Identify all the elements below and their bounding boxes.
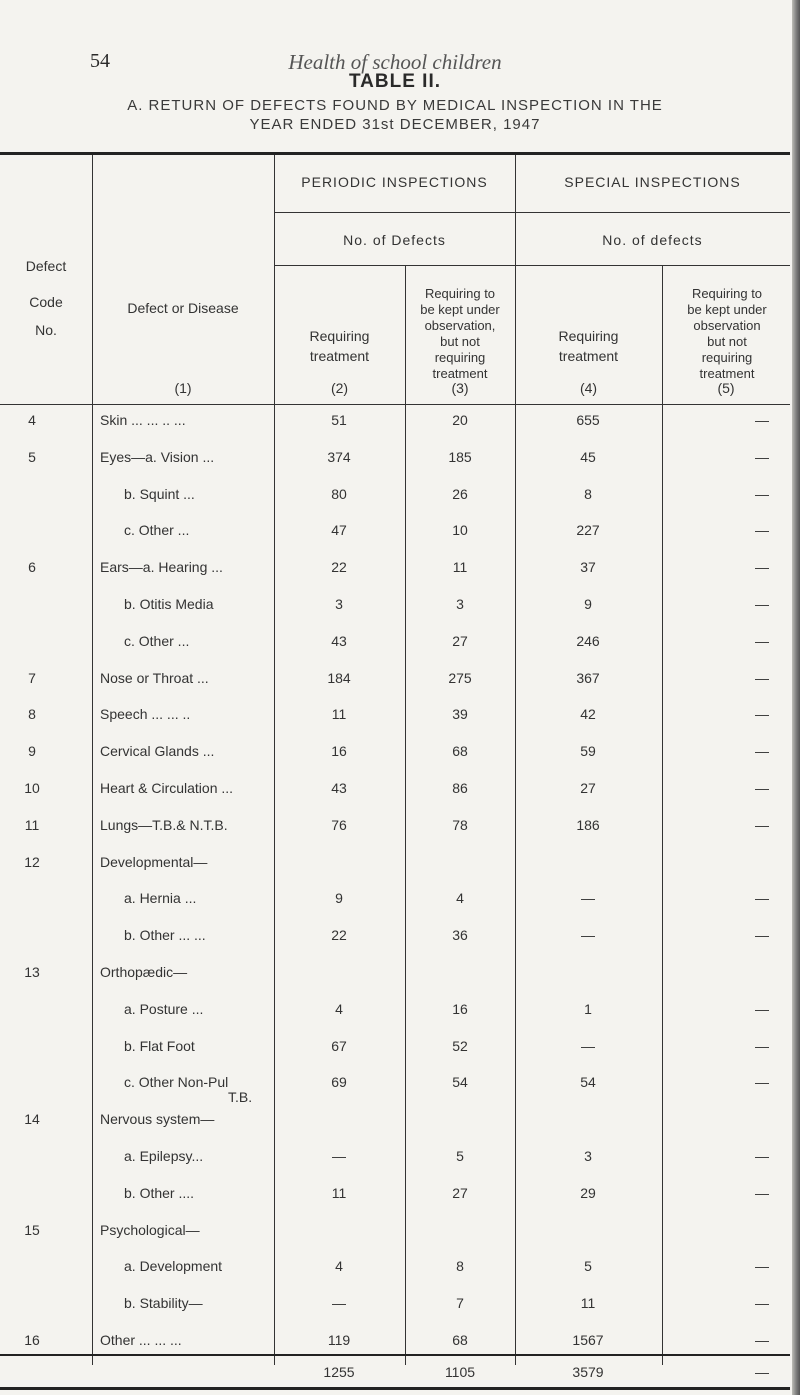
page-number: 54 [90,50,110,72]
defect-name: Lungs—T.B.& N.T.B. [100,817,228,833]
value-col3: 8 [456,1258,464,1274]
col5-header-line-2: be kept under [687,302,767,317]
page-header [0,0,790,150]
value-col4: 29 [580,1185,596,1201]
group-underline [274,212,790,213]
divider-disease [92,155,93,1365]
special-header: SPECIAL INSPECTIONS [564,174,741,190]
value-col3: 7 [456,1295,464,1311]
value-col2: 119 [327,1332,351,1348]
code-header-line-2: Code [29,294,63,310]
sub-underline [274,265,790,266]
col3-header-line-2: be kept under [420,302,500,317]
value-col2: 51 [331,412,347,428]
col5-header-line-4: but not [707,334,747,349]
value-col2: 3 [335,596,343,612]
defect-name: Skin ... ... .. ... [100,412,186,428]
value-col3: 27 [452,1185,468,1201]
col3-header-line-3: observation, [424,318,496,333]
value-col5: — [755,817,769,833]
value-col2: 76 [331,817,347,833]
divider-periodic-inner [405,265,406,1365]
value-col4: 59 [580,743,596,759]
defect-name-continued: T.B. [228,1089,253,1105]
value-col4: 54 [580,1074,596,1090]
col4-number: (4) [579,380,598,396]
col5-header-line-5: requiring [701,350,753,365]
defect-name: Nervous system— [100,1111,215,1127]
value-col3: 52 [452,1038,468,1054]
defect-name: b. Squint ... [124,486,195,502]
defect-name: Developmental— [100,854,208,870]
col2-header [274,326,405,366]
value-col2: 69 [331,1074,347,1090]
value-col3: 10 [452,522,468,538]
value-col3: 26 [452,486,468,502]
col3-header [405,286,515,382]
value-col3: 20 [452,412,468,428]
value-col4: — [581,1038,595,1054]
col4-header [515,326,662,366]
total-col2: 1255 [323,1364,355,1380]
defect-code: 5 [28,449,36,465]
value-col3: 11 [452,559,468,575]
value-col2: 4 [335,1001,343,1017]
defect-code: 9 [28,743,36,759]
defect-name: b. Other .... [124,1185,195,1201]
periodic-header: PERIODIC INSPECTIONS [301,174,488,190]
value-col5: — [755,1074,769,1090]
value-col3: 39 [452,706,468,722]
value-col5: — [755,927,769,943]
defect-name: Other ... ... ... [100,1332,182,1348]
value-col3: 36 [452,927,468,943]
defect-name: Psychological— [100,1222,200,1238]
value-col3: 275 [448,670,472,686]
value-col2: 184 [327,670,351,686]
col2-header-line-1: Requiring [309,328,370,344]
defect-name: a. Development [124,1258,223,1274]
col5-header-line-1: Requiring to [691,286,763,301]
value-col2: 4 [335,1258,343,1274]
value-col5: — [755,412,769,428]
total-col4: 3579 [572,1364,604,1380]
value-col5: — [755,449,769,465]
value-col5: — [755,780,769,796]
col3-header-line-6: treatment [432,366,488,381]
defect-name: Speech ... ... .. [100,706,191,722]
col4-header-line-2: treatment [558,348,619,364]
code-header [0,256,92,340]
value-col2: 11 [331,1185,347,1201]
top-rule [0,152,790,155]
value-col4: 246 [576,633,600,649]
value-col5: — [755,670,769,686]
value-col2: 43 [331,780,347,796]
defect-code: 4 [28,412,36,428]
defect-name: b. Other ... ... [124,927,206,943]
col4-header-line-1: Requiring [558,328,619,344]
value-col5: — [755,706,769,722]
value-col4: 37 [580,559,596,575]
col2-number: (2) [330,380,349,396]
col5-number: (5) [717,380,735,396]
value-col2: 11 [331,706,347,722]
col3-header-line-4: but not [440,334,480,349]
defect-code: 6 [28,559,36,575]
value-col2: 9 [335,890,343,906]
defect-code: 8 [28,706,36,722]
value-col4: 367 [576,670,600,686]
value-col2: 43 [331,633,347,649]
value-col5: — [755,1332,769,1348]
defect-name: Heart & Circulation ... [100,780,234,796]
defect-name: b. Otitis Media [124,596,214,612]
bottom-rule [0,1387,790,1390]
value-col3: 54 [452,1074,468,1090]
code-header-line-1: Defect [25,258,67,274]
value-col5: — [755,486,769,502]
col3-header-line-5: requiring [434,350,486,365]
col3-number: (3) [451,380,469,396]
total-col3: 1105 [444,1364,476,1380]
value-col5: — [755,1001,769,1017]
col1-number: (1) [174,380,192,396]
value-col3: 78 [452,817,468,833]
divider-special-inner [662,265,663,1365]
value-col4: 45 [580,449,596,465]
defect-name: c. Other Non-Pul [124,1074,229,1090]
value-col5: — [755,1295,769,1311]
header-bottom-rule [0,404,790,405]
defect-name: a. Hernia ... [124,890,197,906]
value-col2: 16 [331,743,347,759]
defect-name: Nose or Throat ... [100,670,209,686]
value-col5: — [755,1148,769,1164]
special-subheader: No. of defects [602,232,703,248]
value-col4: 186 [576,817,600,833]
value-col2: — [332,1295,346,1311]
value-col2: 47 [331,522,347,538]
value-col2: 22 [331,927,347,943]
code-header-line-3: No. [35,322,57,338]
total-col5: — [755,1364,769,1380]
col5-header-line-3: observation [693,318,761,333]
value-col4: — [581,927,595,943]
disease-header: Defect or Disease [127,300,239,316]
defect-name: Cervical Glands ... [100,743,215,759]
defect-code: 13 [24,964,40,980]
periodic-subheader: No. of Defects [343,232,446,248]
defect-name: a. Epilepsy... [124,1148,204,1164]
value-col3: 3 [456,596,464,612]
value-col4: 9 [584,596,592,612]
value-col5: — [755,633,769,649]
value-col2: — [332,1148,346,1164]
value-col4: 11 [580,1295,596,1311]
value-col5: — [755,1185,769,1201]
value-col5: — [755,890,769,906]
defect-code: 12 [24,854,40,870]
value-col5: — [755,559,769,575]
table-subtitle [0,96,790,134]
value-col4: 27 [580,780,596,796]
value-col4: 1567 [572,1332,604,1348]
value-col5: — [755,1038,769,1054]
defect-name: a. Posture ... [124,1001,204,1017]
value-col3: 27 [452,633,468,649]
value-col4: 1 [584,1001,592,1017]
value-col3: 68 [452,743,468,759]
col2-header-line-2: treatment [309,348,370,364]
defect-name: c. Other ... [124,633,190,649]
subtitle-line-2: YEAR ENDED 31st DECEMBER, 1947 [249,116,541,133]
value-col5: — [755,522,769,538]
col3-header-line-1: Requiring to [424,286,496,301]
value-col4: — [581,890,595,906]
value-col3: 185 [448,449,472,465]
defect-code: 10 [24,780,40,796]
defect-name: c. Other ... [124,522,190,538]
defect-code: 7 [28,670,36,686]
value-col5: — [755,743,769,759]
col5-header-line-6: treatment [699,366,755,381]
value-col5: — [755,596,769,612]
defect-code: 11 [24,817,40,833]
value-col4: 655 [576,412,600,428]
value-col4: 5 [584,1258,592,1274]
col5-header [664,286,790,382]
defect-name: b. Stability— [124,1295,203,1311]
value-col3: 86 [452,780,468,796]
value-col3: 4 [456,890,464,906]
value-col2: 374 [327,449,351,465]
defect-name: b. Flat Foot [124,1038,195,1054]
defect-code: 14 [24,1111,40,1127]
value-col3: 16 [452,1001,468,1017]
page-edge [792,0,800,1395]
defect-code: 16 [24,1332,40,1348]
value-col4: 227 [576,522,600,538]
defect-name: Orthopædic— [100,964,188,980]
totals-top-rule [0,1354,790,1356]
value-col4: 42 [580,706,596,722]
subtitle-line-1: A. RETURN OF DEFECTS FOUND BY MEDICAL INSPECTION IN THE [127,97,663,114]
value-col4: 3 [584,1148,592,1164]
defect-name: Eyes—a. Vision ... [100,449,215,465]
table-title: TABLE II. [348,71,442,92]
value-col3: 68 [452,1332,468,1348]
defect-code: 15 [24,1222,40,1238]
value-col2: 80 [331,486,347,502]
value-col3: 5 [456,1148,464,1164]
value-col5: — [755,1258,769,1274]
value-col2: 22 [331,559,347,575]
value-col2: 67 [331,1038,347,1054]
value-col4: 8 [584,486,592,502]
running-title: Health of school children [288,50,502,74]
defect-name: Ears—a. Hearing ... [100,559,223,575]
